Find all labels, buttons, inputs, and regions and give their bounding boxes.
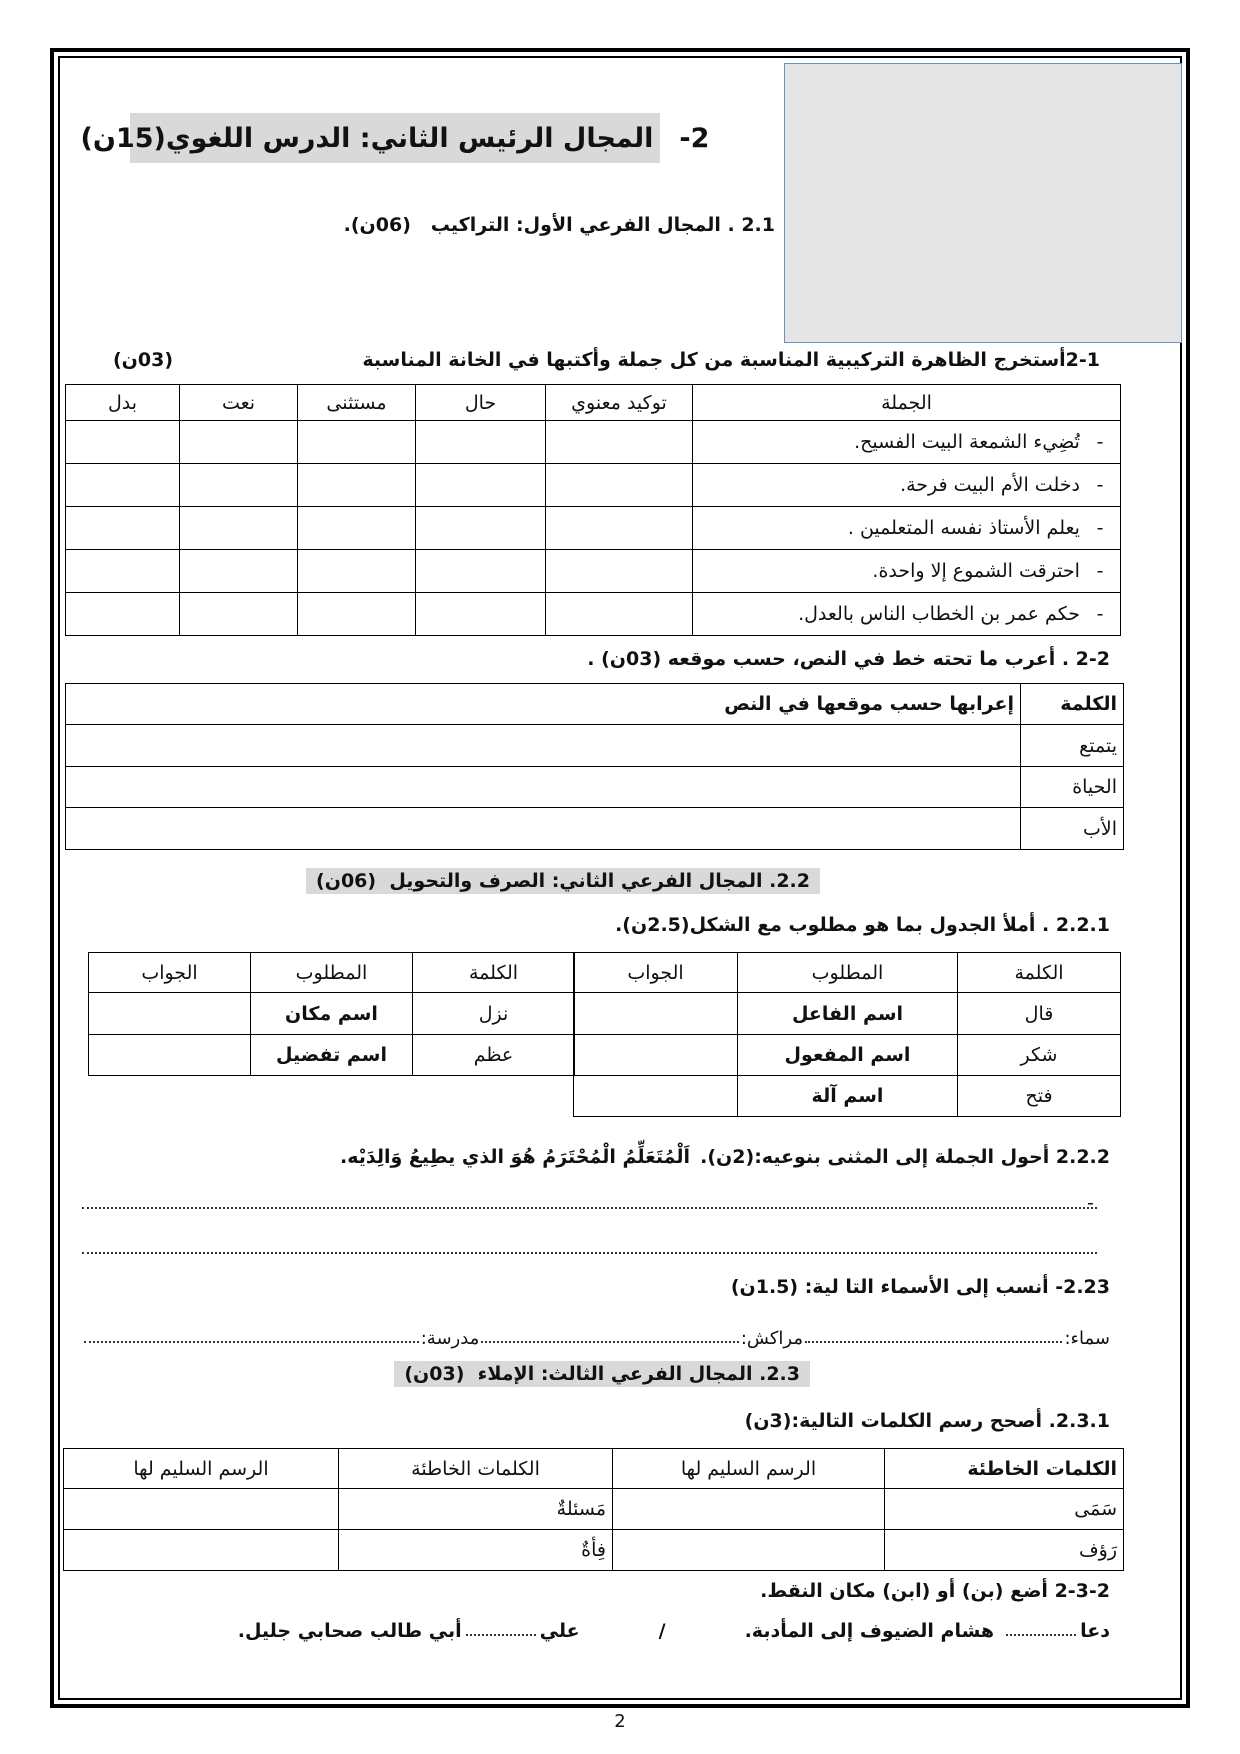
q221-prompt: 2.2.1 . أملأ الجدول بما هو مطلوب مع الشكل(2.5ن). [615, 914, 1110, 936]
answer-cell[interactable] [546, 593, 693, 636]
subdomain-1-title-text: 2.1 . المجال الفرعي الأول: التراكيب [430, 214, 775, 236]
table-row [66, 421, 1121, 464]
answer-cell[interactable] [613, 1489, 885, 1530]
answer-cell[interactable] [66, 725, 1021, 767]
subdomain-3-title-text: 2.3. المجال الفرعي الثالث: الإملاء [477, 1363, 800, 1385]
q232-part2-b: أبي طالب صحابي جليل. [237, 1620, 462, 1642]
word-cell: يتمتع [1021, 725, 1124, 767]
sentence-text: تُضِيء الشمعة البيت الفسيح. [854, 431, 1080, 453]
subdomain-2-title [306, 868, 820, 894]
page-number: 2 [614, 1711, 626, 1732]
answer-cell[interactable] [66, 550, 180, 593]
subdomain-3-points: (03ن) [404, 1363, 465, 1385]
answer-cell[interactable] [66, 593, 180, 636]
q223-item-marrakech: مراكش: [740, 1328, 803, 1349]
q223-item-school: مدرسة: [420, 1328, 480, 1349]
q2-prompt: 2-2 . أعرب ما تحته خط في النص، حسب موقعه (03ن) . [587, 648, 1110, 670]
answer-cell[interactable] [574, 993, 738, 1035]
section-heading [80, 113, 710, 163]
morphology-table-right [573, 952, 1121, 1117]
answer-line[interactable] [84, 1341, 419, 1343]
word-cell: نزل [413, 993, 575, 1035]
answer-cell[interactable] [180, 593, 298, 636]
answer-cell[interactable] [66, 421, 180, 464]
answer-cell[interactable] [416, 421, 546, 464]
q223-prompt: 2.23- أنسب إلى الأسماء التا لية: (1.5ن) [730, 1276, 1110, 1298]
section-heading-number: 2- [679, 122, 710, 154]
answer-line[interactable] [82, 1252, 1097, 1254]
header-correct-spelling: الرسم السليم لها [64, 1449, 339, 1489]
answer-cell[interactable] [89, 1035, 251, 1076]
subdomain-1-points: (06ن). [343, 214, 411, 236]
table-row [89, 1035, 575, 1076]
q1-prompt: 2-1أستخرج الظاهرة التركيبية المناسبة من كل جملة وأكتبها في الخانة المناسبة [362, 349, 1100, 371]
table-row [574, 1035, 1121, 1076]
header-wrong-words: الكلمات الخاطئة [339, 1449, 613, 1489]
table-row [66, 507, 1121, 550]
required-cell: اسم آلة [738, 1076, 958, 1117]
sentence-cell [693, 550, 1121, 593]
q232-prompt: 2-3-2 أضع (بن) أو (ابن) مكان النقط. [760, 1580, 1110, 1602]
required-cell: اسم مكان [251, 993, 413, 1035]
answer-cell[interactable] [546, 421, 693, 464]
header-word: الكلمة [413, 953, 575, 993]
answer-cell[interactable] [298, 464, 416, 507]
table-row [574, 1076, 1121, 1117]
answer-cell[interactable] [546, 464, 693, 507]
table-row [66, 464, 1121, 507]
q232-slash: / [658, 1620, 666, 1642]
answer-cell[interactable] [298, 507, 416, 550]
header-correct-spelling: الرسم السليم لها [613, 1449, 885, 1489]
header-answer: الجواب [574, 953, 738, 993]
header-required: المطلوب [738, 953, 958, 993]
required-cell: اسم الفاعل [738, 993, 958, 1035]
table-row [66, 550, 1121, 593]
answer-cell[interactable] [416, 593, 546, 636]
grade-box [784, 63, 1182, 343]
answer-cell[interactable] [298, 550, 416, 593]
table-row [89, 993, 575, 1035]
answer-cell[interactable] [416, 550, 546, 593]
q223-item-sky: سماء: [1064, 1328, 1110, 1349]
bullet-dash: - [1096, 603, 1104, 625]
answer-cell[interactable] [180, 507, 298, 550]
subdomain-3-title [394, 1361, 810, 1387]
header-emphasis: توكيد معنوي [546, 385, 693, 421]
sentence-cell [693, 507, 1121, 550]
answer-cell[interactable] [180, 550, 298, 593]
answer-cell[interactable] [66, 507, 180, 550]
answer-cell[interactable] [546, 507, 693, 550]
header-word: الكلمة [958, 953, 1121, 993]
answer-cell[interactable] [66, 808, 1021, 850]
header-hal: حال [416, 385, 546, 421]
sentence-text: دخلت الأم البيت فرحة. [900, 474, 1080, 496]
bullet-dash: - [1096, 560, 1104, 582]
wrong-word-cell: مَسئلةٌ [339, 1489, 613, 1530]
header-required: المطلوب [251, 953, 413, 993]
answer-cell[interactable] [574, 1035, 738, 1076]
answer-cell[interactable] [64, 1530, 339, 1571]
word-cell: فتح [958, 1076, 1121, 1117]
answer-cell[interactable] [546, 550, 693, 593]
answer-line[interactable] [805, 1341, 1063, 1343]
q232-part2-a: علي [539, 1620, 580, 1642]
morphology-table-left [88, 952, 575, 1076]
spelling-table [63, 1448, 1124, 1571]
word-cell: الحياة [1021, 767, 1124, 808]
answer-cell[interactable] [298, 593, 416, 636]
table-row [66, 725, 1124, 767]
wrong-word-cell: فِأةٌ [339, 1530, 613, 1571]
sentence-text: احترقت الشموع إلا واحدة. [872, 560, 1080, 582]
answer-cell[interactable] [416, 464, 546, 507]
table-row [66, 593, 1121, 636]
word-cell: شكر [958, 1035, 1121, 1076]
answer-line[interactable] [481, 1341, 739, 1343]
answer-cell[interactable] [298, 421, 416, 464]
header-word: الكلمة [1021, 684, 1124, 725]
answer-line[interactable] [82, 1207, 1097, 1209]
q223-answers [82, 1319, 1110, 1349]
q232-part1-b: هشام الضيوف إلى المأدبة. [744, 1620, 995, 1642]
subdomain-2-title-text: 2.2. المجال الفرعي الثاني: الصرف والتحويل [389, 870, 810, 892]
q231-prompt: 2.3.1. أصحح رسم الكلمات التالية:(3ن) [744, 1410, 1110, 1432]
word-cell: الأب [1021, 808, 1124, 850]
header-answer: الجواب [89, 953, 251, 993]
answer-cell[interactable] [180, 464, 298, 507]
q222-prompt: 2.2.2 أحول الجملة إلى المثنى بنوعيه:(2ن). [700, 1146, 1110, 1168]
q232-sentences [238, 1620, 1110, 1642]
answer-cell[interactable] [574, 1076, 738, 1117]
answer-cell[interactable] [66, 464, 180, 507]
wrong-word-cell: رَؤف [885, 1530, 1124, 1571]
header-exception: مستثنى [298, 385, 416, 421]
header-wrong-words: الكلمات الخاطئة [885, 1449, 1124, 1489]
answer-cell[interactable] [180, 421, 298, 464]
bullet-dash: - [1096, 517, 1104, 539]
required-cell: اسم تفضيل [251, 1035, 413, 1076]
table-row [64, 1530, 1124, 1571]
bullet-dash: - [1096, 431, 1104, 453]
q1-points: (03ن) [113, 349, 174, 371]
table-row [64, 1489, 1124, 1530]
answer-line-dash: - [1087, 1192, 1094, 1214]
table-row [66, 767, 1124, 808]
word-cell: عظم [413, 1035, 575, 1076]
parsing-table [65, 683, 1124, 850]
header-substitute: بدل [66, 385, 180, 421]
table-row [574, 993, 1121, 1035]
required-cell: اسم المفعول [738, 1035, 958, 1076]
answer-cell[interactable] [613, 1530, 885, 1571]
subdomain-2-points: (06ن) [316, 870, 377, 892]
syntax-table [65, 384, 1121, 636]
answer-line[interactable] [466, 1634, 536, 1636]
answer-cell[interactable] [64, 1489, 339, 1530]
sentence-cell [693, 593, 1121, 636]
sentence-text: يعلم الأستاذ نفسه المتعلمين . [847, 517, 1080, 539]
answer-cell[interactable] [416, 507, 546, 550]
header-parsing: إعرابها حسب موقعها في النص [66, 684, 1021, 725]
word-cell: قال [958, 993, 1121, 1035]
wrong-word-cell: سَمَى [885, 1489, 1124, 1530]
table-row [66, 808, 1124, 850]
answer-line[interactable] [1006, 1634, 1076, 1636]
answer-cell[interactable] [89, 993, 251, 1035]
sentence-cell [693, 421, 1121, 464]
answer-cell[interactable] [66, 767, 1021, 808]
section-heading-title: المجال الرئيس الثاني: الدرس اللغوي(15ن) [80, 122, 654, 154]
header-sentence: الجملة [693, 385, 1121, 421]
q232-part1-a: دعا [1080, 1620, 1110, 1642]
bullet-dash: - [1096, 474, 1104, 496]
q222-sentence: اَلْمُتَعَلِّمُ الْمُحْتَرَمُ هُوَ الذي يطِيعُ وَالِدَيْه. [340, 1146, 690, 1168]
sentence-cell [693, 464, 1121, 507]
header-adjective: نعت [180, 385, 298, 421]
subdomain-1-title [344, 214, 775, 236]
sentence-text: حكم عمر بن الخطاب الناس بالعدل. [798, 603, 1080, 625]
